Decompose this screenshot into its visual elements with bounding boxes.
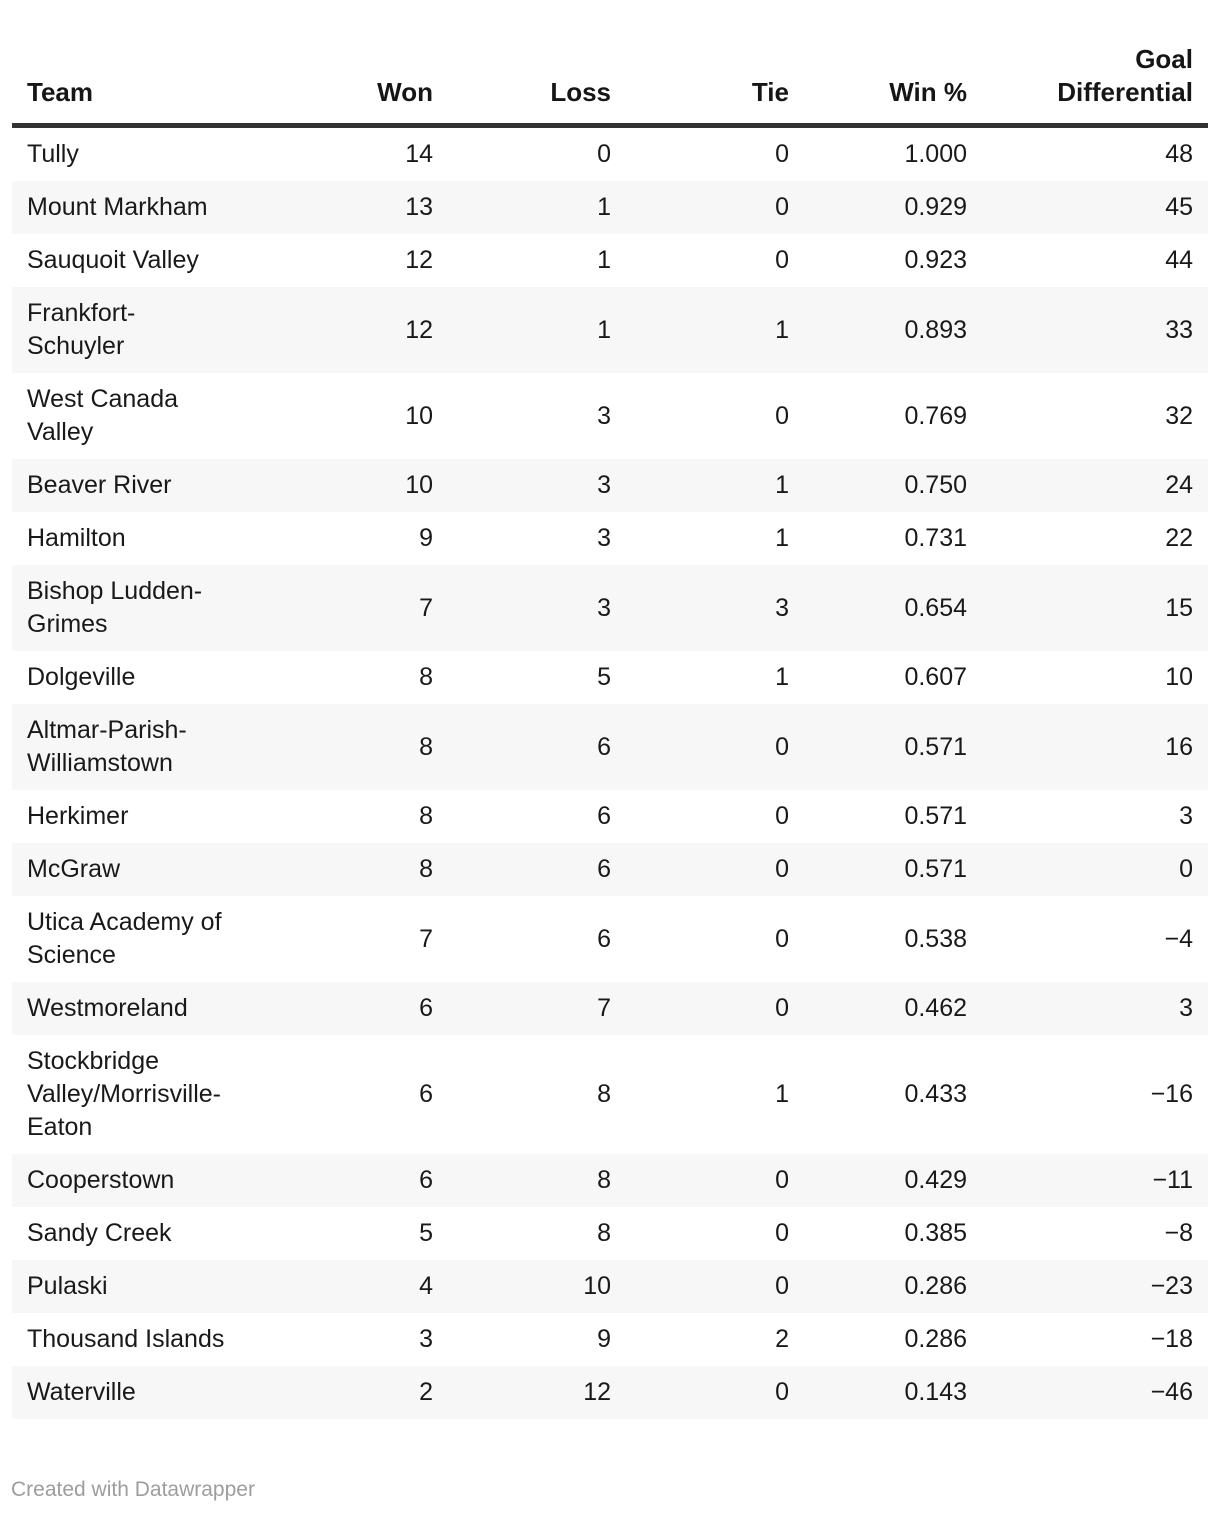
team-cell: McGraw <box>27 855 121 883</box>
loss-cell: 1 <box>597 193 611 221</box>
tie-cell: 1 <box>775 1080 789 1108</box>
goal-diff-cell: −16 <box>1150 1080 1193 1108</box>
tie-cell: 1 <box>775 663 789 691</box>
standings-table-container <box>12 0 1208 1419</box>
table-row <box>12 287 1208 373</box>
loss-cell: 6 <box>597 924 611 953</box>
team-cell: Pulaski <box>27 1272 108 1300</box>
tie-cell: 0 <box>775 1272 789 1300</box>
win-pct-cell: 0.571 <box>904 855 967 883</box>
won-cell: 8 <box>419 663 433 691</box>
won-cell: 7 <box>419 593 433 622</box>
goal-diff-cell: 10 <box>1165 663 1193 691</box>
team-cell: Tully <box>27 140 79 168</box>
table-row <box>12 565 1208 651</box>
col-header-goal-differential <box>982 0 1208 126</box>
win-pct-cell: 0.429 <box>904 1166 967 1194</box>
loss-cell: 1 <box>597 246 611 274</box>
won-cell: 12 <box>405 246 433 274</box>
won-cell: 5 <box>419 1219 433 1247</box>
team-cell: Waterville <box>27 1378 136 1406</box>
win-pct-cell: 0.893 <box>904 315 967 344</box>
goal-diff-cell: −8 <box>1164 1219 1193 1247</box>
col-header-win-pct: Win % <box>804 0 982 126</box>
won-cell: 13 <box>405 193 433 221</box>
table-row <box>12 1035 1208 1154</box>
team-cell: Sandy Creek <box>27 1219 172 1247</box>
loss-cell: 3 <box>597 471 611 499</box>
tie-cell: 2 <box>775 1325 789 1353</box>
table-header <box>12 0 1208 126</box>
col-header-team: Team <box>12 0 252 126</box>
won-cell: 6 <box>419 994 433 1022</box>
won-cell: 3 <box>419 1325 433 1353</box>
table-row <box>12 704 1208 790</box>
loss-cell: 6 <box>597 802 611 830</box>
table-row <box>12 126 1208 182</box>
team-cell: Bishop Ludden-Grimes <box>27 577 203 638</box>
won-cell: 14 <box>405 140 433 168</box>
team-cell: Frankfort-Schuyler <box>27 299 136 360</box>
win-pct-cell: 0.286 <box>904 1272 967 1300</box>
won-cell: 2 <box>419 1378 433 1406</box>
team-cell: Stockbridge Valley/Morrisville-Eaton <box>27 1047 222 1141</box>
team-cell: Herkimer <box>27 802 129 830</box>
won-cell: 6 <box>419 1080 433 1108</box>
team-cell: Cooperstown <box>27 1166 175 1194</box>
table-row <box>12 896 1208 982</box>
team-cell: Mount Markham <box>27 193 208 221</box>
team-cell: Utica Academy of Science <box>27 908 222 969</box>
tie-cell: 0 <box>775 802 789 830</box>
table-row <box>12 181 1208 234</box>
tie-cell: 3 <box>775 593 789 622</box>
team-cell: Sauquoit Valley <box>27 246 199 274</box>
tie-cell: 0 <box>775 1219 789 1247</box>
goal-diff-cell: 16 <box>1165 732 1193 761</box>
team-cell: Westmoreland <box>27 994 188 1022</box>
win-pct-cell: 0.607 <box>904 663 967 691</box>
loss-cell: 8 <box>597 1219 611 1247</box>
won-cell: 8 <box>419 855 433 883</box>
tie-cell: 0 <box>775 924 789 953</box>
table-row <box>12 459 1208 512</box>
goal-diff-cell: −4 <box>1164 924 1193 953</box>
col-header-tie: Tie <box>626 0 804 126</box>
won-cell: 9 <box>419 524 433 552</box>
win-pct-cell: 0.929 <box>904 193 967 221</box>
team-cell: Thousand Islands <box>27 1325 225 1353</box>
table-row <box>12 234 1208 287</box>
win-pct-cell: 0.750 <box>904 471 967 499</box>
win-pct-cell: 0.462 <box>904 994 967 1022</box>
win-pct-cell: 0.769 <box>904 401 967 430</box>
won-cell: 6 <box>419 1166 433 1194</box>
datawrapper-credit-link[interactable]: Created with Datawrapper <box>11 1478 255 1501</box>
table-row <box>12 373 1208 459</box>
won-cell: 10 <box>405 401 433 430</box>
goal-diff-cell: 44 <box>1165 246 1193 274</box>
table-row <box>12 790 1208 843</box>
table-row <box>12 982 1208 1035</box>
footer <box>11 1477 1220 1503</box>
win-pct-cell: 0.571 <box>904 732 967 761</box>
goal-diff-cell: −11 <box>1152 1166 1193 1194</box>
tie-cell: 0 <box>775 1166 789 1194</box>
col-header-won: Won <box>252 0 448 126</box>
loss-cell: 7 <box>597 994 611 1022</box>
goal-diff-cell: 15 <box>1165 593 1193 622</box>
table-row <box>12 1207 1208 1260</box>
win-pct-cell: 0.923 <box>904 246 967 274</box>
goal-diff-cell: 3 <box>1179 802 1193 830</box>
table-row <box>12 512 1208 565</box>
table-row <box>12 843 1208 896</box>
team-cell: West Canada Valley <box>27 385 179 446</box>
goal-diff-cell: 33 <box>1165 315 1193 344</box>
loss-cell: 12 <box>583 1378 611 1406</box>
won-cell: 7 <box>419 924 433 953</box>
col-header-loss: Loss <box>448 0 626 126</box>
goal-diff-cell: 24 <box>1165 471 1193 499</box>
table-row <box>12 1366 1208 1419</box>
loss-cell: 6 <box>597 732 611 761</box>
loss-cell: 8 <box>597 1166 611 1194</box>
goal-diff-cell: −18 <box>1150 1325 1193 1353</box>
table-row <box>12 1154 1208 1207</box>
goal-diff-cell: 32 <box>1165 401 1193 430</box>
loss-cell: 6 <box>597 855 611 883</box>
goal-diff-cell: −23 <box>1150 1272 1193 1300</box>
win-pct-cell: 0.385 <box>904 1219 967 1247</box>
loss-cell: 3 <box>597 524 611 552</box>
tie-cell: 0 <box>775 855 789 883</box>
loss-cell: 9 <box>597 1325 611 1353</box>
won-cell: 10 <box>405 471 433 499</box>
won-cell: 4 <box>419 1272 433 1300</box>
team-cell: Dolgeville <box>27 663 136 691</box>
table-body <box>12 126 1208 1420</box>
team-cell: Altmar-Parish-Williamstown <box>27 716 187 777</box>
win-pct-cell: 0.654 <box>904 593 967 622</box>
tie-cell: 0 <box>775 1378 789 1406</box>
won-cell: 8 <box>419 802 433 830</box>
tie-cell: 1 <box>775 315 789 344</box>
goal-diff-cell: 0 <box>1179 855 1193 883</box>
loss-cell: 5 <box>597 663 611 691</box>
goal-diff-cell: 3 <box>1179 994 1193 1022</box>
tie-cell: 1 <box>775 524 789 552</box>
won-cell: 12 <box>405 315 433 344</box>
table-row <box>12 1313 1208 1366</box>
header-row <box>12 0 1208 126</box>
tie-cell: 0 <box>775 246 789 274</box>
table-row <box>12 651 1208 704</box>
loss-cell: 10 <box>583 1272 611 1300</box>
tie-cell: 0 <box>775 732 789 761</box>
team-cell: Beaver River <box>27 471 172 499</box>
goal-diff-cell: 45 <box>1165 193 1193 221</box>
goal-diff-cell: 22 <box>1165 524 1193 552</box>
win-pct-cell: 0.538 <box>904 924 967 953</box>
table-row <box>12 1260 1208 1313</box>
win-pct-cell: 0.143 <box>904 1378 967 1406</box>
win-pct-cell: 1.000 <box>904 140 967 168</box>
win-pct-cell: 0.286 <box>904 1325 967 1353</box>
standings-table <box>12 0 1208 1419</box>
loss-cell: 0 <box>597 140 611 168</box>
tie-cell: 1 <box>775 471 789 499</box>
goal-diff-cell: 48 <box>1165 140 1193 168</box>
win-pct-cell: 0.571 <box>904 802 967 830</box>
tie-cell: 0 <box>775 994 789 1022</box>
loss-cell: 1 <box>597 315 611 344</box>
goal-differential-label: Goal Differential <box>1057 44 1193 107</box>
win-pct-cell: 0.433 <box>904 1080 967 1108</box>
goal-diff-cell: −46 <box>1150 1378 1193 1406</box>
tie-cell: 0 <box>775 140 789 168</box>
loss-cell: 8 <box>597 1080 611 1108</box>
tie-cell: 0 <box>775 401 789 430</box>
win-pct-cell: 0.731 <box>904 524 967 552</box>
team-cell: Hamilton <box>27 524 126 552</box>
tie-cell: 0 <box>775 193 789 221</box>
loss-cell: 3 <box>597 401 611 430</box>
loss-cell: 3 <box>597 593 611 622</box>
won-cell: 8 <box>419 732 433 761</box>
